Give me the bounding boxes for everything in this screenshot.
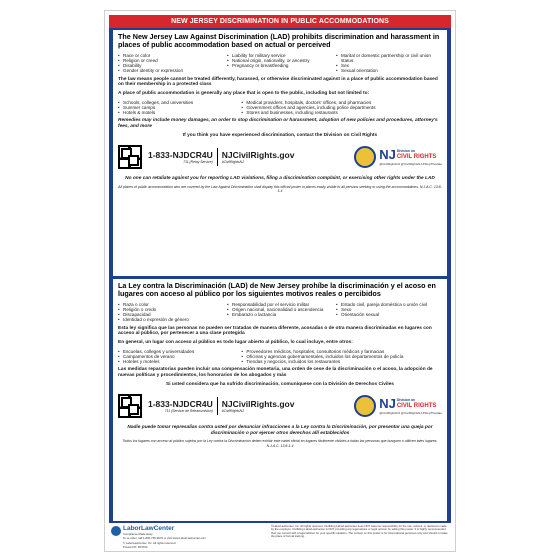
- social-handles: @CivilRightsNJ @CivilRightsNJ #StopTheHate: [379, 161, 442, 166]
- list-item: • Campamentos de verano: [118, 354, 238, 359]
- poster-footer: [111, 525, 449, 551]
- list-item: • Oficinas y agencias gubernamentales, incluidos los departamentos de policía: [241, 354, 442, 359]
- divider: [217, 148, 218, 166]
- list-item: • Race or color: [118, 53, 224, 58]
- english-places: [118, 100, 442, 116]
- nj-logo-mark: NJ: [379, 395, 396, 411]
- phone-number[interactable]: 1-833-NJDCR4U: [148, 149, 213, 160]
- relay-service: 711 (Servicio de Retransmisión): [164, 408, 213, 413]
- spanish-protected-classes: [118, 302, 442, 323]
- english-means: The law means people cannot be treated differently, harassed, or otherwise discriminated against in a place of public accommodation based on their membership in a protected class: [118, 76, 438, 88]
- qr-code-icon[interactable]: [118, 145, 142, 169]
- spanish-remedies: Las medidas reparatorias pueden incluir una compensación monetaria, una orden de cese de la discriminación o el acoso, la adopción de nuevas políticas y procedimientos, los honorarios de los abogados y más: [118, 367, 433, 379]
- spanish-places-col2: [241, 349, 442, 365]
- english-heading: The New Jersey Law Against Discrimination (LAD) prohibits discrimination and harassment in places of public accommodation based on actual or perceived: [118, 32, 440, 50]
- english-list-col3: [336, 53, 442, 74]
- english-contact-intro: If you think you have experienced discrimination, contact the Division on Civil Rights: [182, 132, 378, 138]
- list-item: • Disability: [118, 63, 224, 68]
- list-item: • Escuelas, colleges y universidades: [118, 349, 238, 354]
- dcr-civil-rights: CIVIL RIGHTS: [396, 402, 437, 409]
- list-item: • Discapacidad: [118, 312, 224, 317]
- relay-service: 711 (Relay Service): [183, 159, 213, 164]
- nj-attorney-general-seal-icon: [354, 395, 376, 417]
- website-block: [222, 151, 295, 164]
- dcr-logo-text: [397, 399, 437, 409]
- list-item: • Proveedores médicos, hospitales, consultorios médicos y farmacias: [241, 349, 442, 354]
- list-item: • Summer camps: [118, 105, 238, 110]
- list-item: • Tiendas y negocios, incluidos los restaurantes: [241, 359, 442, 364]
- list-item: • Medical providers, hospitals, doctors' offices, and pharmacies: [241, 100, 442, 105]
- reorder-line: To re-order, call 1-800-745-9970 or visit www.LaborLawCenter.com: [123, 536, 206, 541]
- nj-attorney-general-seal-icon: [354, 146, 376, 168]
- laborlawcenter-logo-icon: [111, 526, 121, 536]
- hashtag: #CivilRightsNJ: [221, 408, 244, 413]
- list-item: • Sexual orientation: [336, 68, 442, 73]
- spanish-contact-intro: Si usted considera que ha sufrido discriminación, comuníquese con la División de Derechos Civiles: [166, 381, 394, 387]
- list-item: • Sexo: [336, 307, 442, 312]
- website-block: [222, 400, 295, 413]
- english-place-intro: A place of public accommodation is generally any place that is open to the public, including but not limited to:: [118, 90, 370, 96]
- spanish-list-col1: [118, 302, 224, 323]
- brand-name: LaborLawCenter: [123, 525, 175, 532]
- spanish-heading: La Ley contra la Discriminación (LAD) de New Jersey prohíbe la discriminación y el acoso en lugares con acceso al público por los siguientes motivos reales o percibidos: [118, 281, 436, 299]
- spanish-places: [118, 349, 442, 365]
- list-item: • Marital or domestic partnership or civil union status: [336, 53, 442, 64]
- poster: [104, 10, 456, 552]
- divider: [217, 397, 218, 415]
- list-item: • Hotels & motels: [118, 110, 238, 115]
- list-item: • Government offices and agencies, including police departments: [241, 105, 442, 110]
- list-item: • Hoteles y moteles: [118, 359, 238, 364]
- list-item: • Pregnancy or breastfeeding: [227, 63, 333, 68]
- spanish-list-col2: [227, 302, 333, 323]
- dcr-logo: [379, 395, 442, 415]
- english-notice: All places of public accommodation who are covered by the Law Against Discrimination shall display this official poster in places easily visible to all persons seeking or using the accommodations. N.J.A.C. 13:8-1.4: [118, 184, 442, 194]
- logos: [354, 146, 442, 168]
- poster-frame: [109, 15, 451, 523]
- list-item: • Stores and businesses, including restaurants: [241, 110, 442, 115]
- qr-code-icon[interactable]: [118, 394, 142, 418]
- english-list-col1: [118, 53, 224, 74]
- product-id: Product ID: P03760: [123, 544, 148, 549]
- spanish-retaliation: Nadie puede tomar represalias contra usted por denunciar infracciones a la Ley contra la Discriminación, por presentar una queja por discriminación o por ejercer otros derechos allí establecidos: [127, 425, 433, 436]
- list-item: • Religión o credo: [118, 307, 224, 312]
- poster-banner: NEW JERSEY DISCRIMINATION IN PUBLIC ACCOMMODATIONS: [109, 15, 451, 28]
- disclaimer: ©LaborLawCenter, Inc. All rights reserved. Outfitting LaborLawCenter does NOT assume responsibility for the use, actions, or decisions made by the employer. Outfitting LaborLawCenter is NOT providing any legal advice or legal opinion by selling this poster. It is highly recommended that you consult with a legal advisor for your specific situation. The content on this poster is for informational purposes only and should not take the place of formal training.: [271, 524, 448, 538]
- list-item: • Identidad o expresión de género: [118, 317, 224, 322]
- copyright-line: © LaborLawCenter, Inc. All rights reserved.: [123, 540, 177, 545]
- list-item: • Estado civil, pareja doméstica o unión civil: [336, 302, 442, 307]
- website-link[interactable]: NJCivilRights.gov: [221, 149, 295, 160]
- spanish-notice: Todos los lugares con acceso al público sujetos por la Ley contra la Discriminación deben exhibir este cartel oficial en lugares fácilmente visibles a todas las personas que busquen o utilicen tales lugares. N.J.A.C. 13:8-1.4: [122, 439, 438, 448]
- brand-block: [111, 525, 261, 551]
- list-item: • Orientación sexual: [336, 312, 442, 317]
- list-item: • Origen nacional, nacionalidad o ascendencia: [227, 307, 333, 312]
- english-remedies: Remedies may include money damages, an order to stop discrimination or harassment, adoption of new policies and procedures, attorney's fees, and more: [118, 118, 438, 130]
- spanish-places-col1: [118, 349, 238, 365]
- logos: [354, 395, 442, 417]
- spanish-place-intro: En general, un lugar con acceso al público es todo lugar abierto al público, lo cual incluye, entre otros:: [118, 339, 353, 345]
- hashtag: #CivilRightsNJ: [221, 159, 244, 164]
- english-contact-row: [118, 141, 442, 173]
- list-item: • Raza o color: [118, 302, 224, 307]
- spanish-contact-row: [118, 390, 442, 422]
- dcr-civil-rights: CIVIL RIGHTS: [396, 153, 437, 160]
- english-retaliation: No one can retaliate against you for reporting LAD violations, filing a discrimination complaint, or exercising other rights under the LAD: [125, 176, 435, 182]
- list-item: • Embarazo o lactancia: [227, 312, 333, 317]
- spanish-panel: [113, 279, 447, 521]
- list-item: • Liability for military service: [227, 53, 333, 58]
- list-item: • National origin, nationality, or ancestry: [227, 58, 333, 63]
- list-item: • Schools, colleges, and universities: [118, 100, 238, 105]
- dcr-logo-text: [397, 150, 437, 160]
- website-link[interactable]: NJCivilRights.gov: [221, 398, 295, 409]
- spanish-list-col3: [336, 302, 442, 323]
- phone-number[interactable]: 1-833-NJDCR4U: [148, 398, 213, 409]
- brand-tagline: Compliance Made Easy: [123, 532, 153, 536]
- spanish-means: Esta ley significa que las personas no pueden ser tratadas de manera diferente, acosadas o de otra manera discriminadas en lugares con acceso al público, por pertenecer a una clase protegida: [118, 325, 432, 337]
- phone-block: [148, 400, 213, 413]
- dcr-logo: [379, 146, 442, 166]
- list-item: • Religion or creed: [118, 58, 224, 63]
- english-places-col2: [241, 100, 442, 116]
- english-protected-classes: [118, 53, 442, 74]
- list-item: • Sex: [336, 63, 442, 68]
- list-item: • Responsabilidad por el servicio militar: [227, 302, 333, 307]
- dcr-division: Division on: [396, 148, 416, 153]
- english-places-col1: [118, 100, 238, 116]
- dcr-division: Division on: [396, 397, 416, 402]
- phone-block: [148, 151, 213, 164]
- social-handles: @CivilRightsNJ @CivilRightsNJ #StopTheHate: [379, 410, 442, 415]
- english-panel: [113, 30, 447, 276]
- list-item: • Gender identity or expression: [118, 68, 224, 73]
- english-list-col2: [227, 53, 333, 74]
- nj-logo-mark: NJ: [379, 146, 396, 162]
